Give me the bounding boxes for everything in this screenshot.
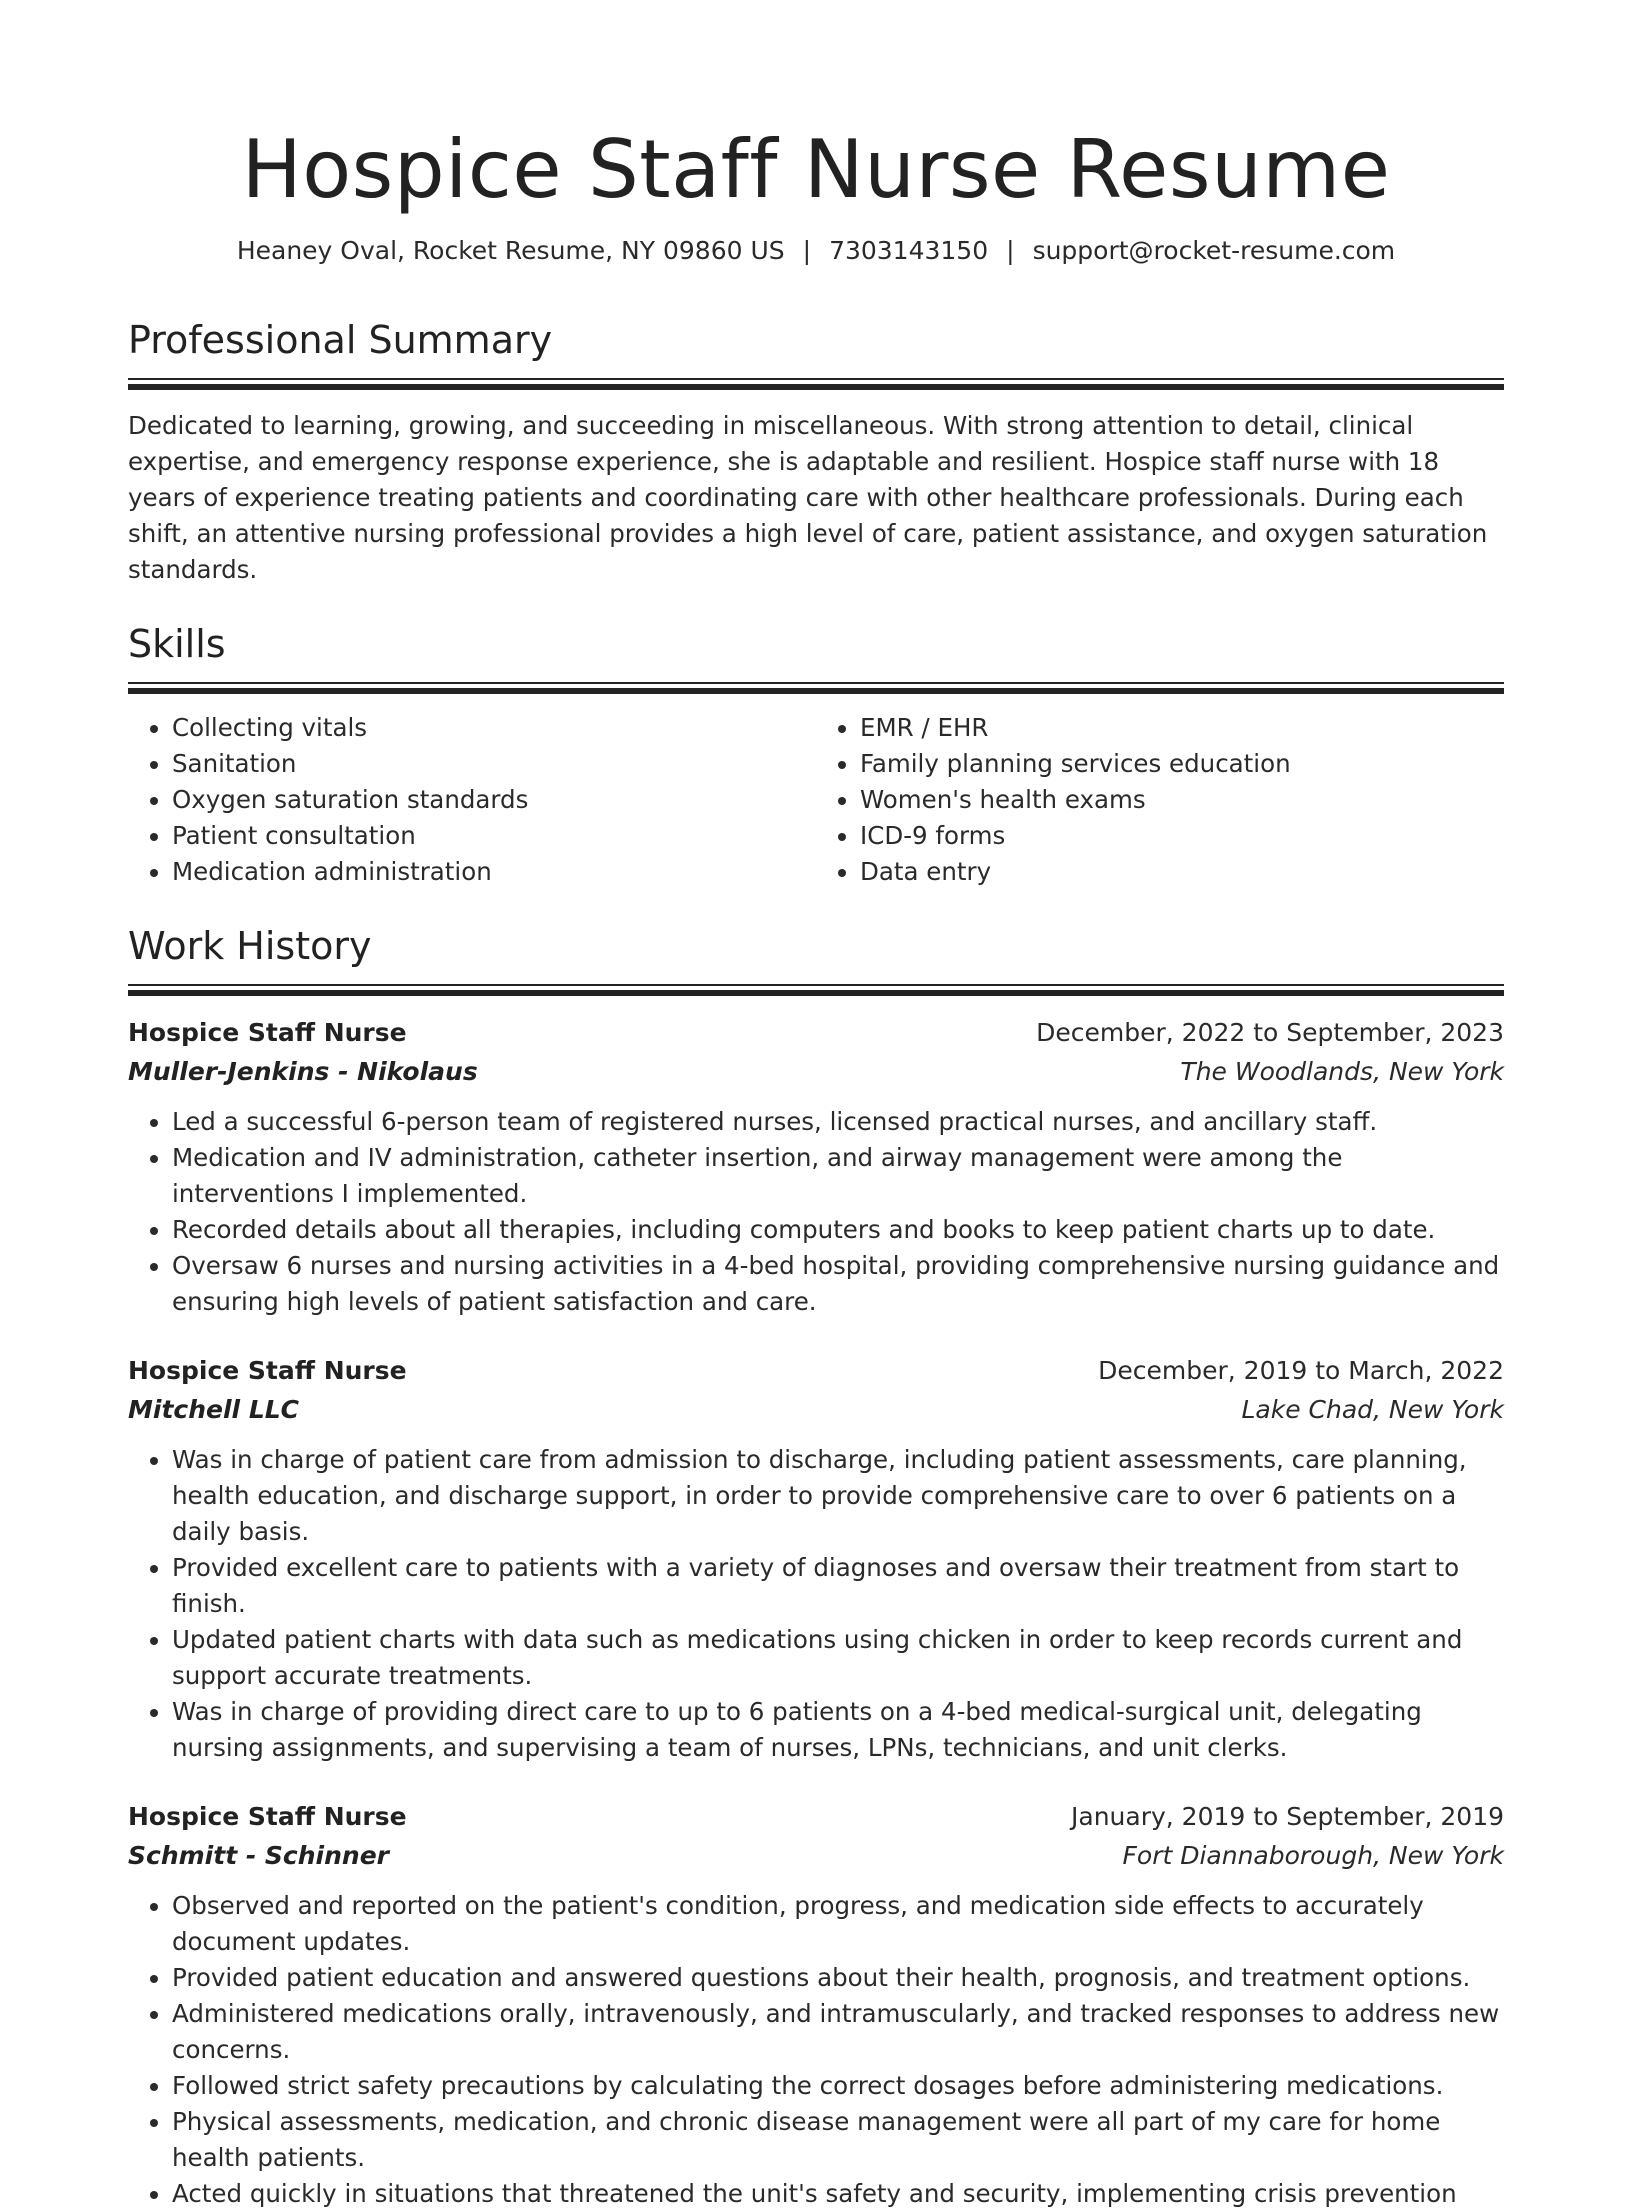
job-title: Hospice Staff Nurse bbox=[128, 1802, 407, 1831]
job-bullets bbox=[128, 1888, 1504, 2212]
job-company-row bbox=[128, 1390, 1504, 1430]
job-location: The Woodlands, New York bbox=[1180, 1057, 1504, 1086]
section-heading-work-history: Work History bbox=[128, 924, 372, 968]
skill-item: • Patient consultation bbox=[172, 818, 816, 854]
job-header-row bbox=[128, 1014, 1504, 1052]
skill-item: • Sanitation bbox=[172, 746, 816, 782]
skills-list-left bbox=[128, 710, 816, 890]
job-location: Fort Diannaborough, New York bbox=[1122, 1841, 1504, 1870]
job-location: Lake Chad, New York bbox=[1241, 1395, 1504, 1424]
job-header-row bbox=[128, 1352, 1504, 1390]
job-bullet: • Provided patient education and answered questions about their health, prognosis, and treatment options. bbox=[172, 1960, 1504, 1996]
job-header-row bbox=[128, 1798, 1504, 1836]
contact-phone: 7303143150 bbox=[829, 236, 989, 265]
skills-section bbox=[128, 620, 1504, 890]
section-heading-skills: Skills bbox=[128, 622, 226, 666]
job-company-row bbox=[128, 1052, 1504, 1092]
job-company: Muller-Jenkins - Nikolaus bbox=[128, 1057, 478, 1086]
professional-summary-section bbox=[128, 316, 1504, 588]
skill-item: • Data entry bbox=[860, 854, 1504, 890]
skill-item: • EMR / EHR bbox=[860, 710, 1504, 746]
work-history-section bbox=[128, 922, 1504, 2212]
job-bullet: • Administered medications orally, intravenously, and intramuscularly, and tracked responses to address new concerns. bbox=[172, 1996, 1504, 2068]
contact-address: Heaney Oval, Rocket Resume, NY 09860 US bbox=[236, 236, 785, 265]
skill-item: • Collecting vitals bbox=[172, 710, 816, 746]
job-bullet: • Observed and reported on the patient's condition, progress, and medication side effects to accurately document updates. bbox=[172, 1888, 1504, 1960]
skill-item: • Family planning services education bbox=[860, 746, 1504, 782]
skill-item: • Medication administration bbox=[172, 854, 816, 890]
job-dates: January, 2019 to September, 2019 bbox=[1071, 1802, 1504, 1831]
job-bullet: • Was in charge of providing direct care to up to 6 patients on a 4-bed medical-surgical unit, delegating nursing assignments, and supervising a team of nurses, LPNs, technicians, and unit clerks. bbox=[172, 1694, 1504, 1766]
job-bullet: • Medication and IV administration, catheter insertion, and airway management were among the interventions I implemented. bbox=[172, 1140, 1504, 1212]
section-divider bbox=[128, 984, 1504, 996]
job-bullet: • Led a successful 6-person team of registered nurses, licensed practical nurses, and ancillary staff. bbox=[172, 1104, 1504, 1140]
job-dates: December, 2022 to September, 2023 bbox=[1036, 1018, 1504, 1047]
job-company: Schmitt - Schinner bbox=[128, 1841, 389, 1870]
section-divider bbox=[128, 378, 1504, 390]
job-entry bbox=[128, 1352, 1504, 1766]
job-title: Hospice Staff Nurse bbox=[128, 1018, 407, 1047]
job-bullet: • Updated patient charts with data such as medications using chicken in order to keep records current and support accurate treatments. bbox=[172, 1622, 1504, 1694]
summary-text: Dedicated to learning, growing, and succeeding in miscellaneous. With strong attention to detail, clinical expertise, and emergency response experience, she is adaptable and resilient. Hospice staff nurse with 18 years of experience treating patients and coordinating care with other healthcare professionals. During each shift, an attentive nursing professional provides a high level of care, patient assistance, and oxygen saturation standards. bbox=[128, 411, 1488, 584]
contact-separator: | bbox=[1006, 236, 1015, 265]
skill-item: • Oxygen saturation standards bbox=[172, 782, 816, 818]
job-bullets bbox=[128, 1104, 1504, 1320]
job-dates: December, 2019 to March, 2022 bbox=[1098, 1356, 1504, 1385]
job-bullet: • Was in charge of patient care from admission to discharge, including patient assessments, care planning, health education, and discharge support, in order to provide comprehensive care to over 6 patients on a daily basis. bbox=[172, 1442, 1504, 1550]
contact-email: support@rocket-resume.com bbox=[1032, 236, 1396, 265]
job-company: Mitchell LLC bbox=[128, 1395, 300, 1424]
job-bullet: • Oversaw 6 nurses and nursing activities in a 4-bed hospital, providing comprehensive nursing guidance and ensuring high levels of patient satisfaction and care. bbox=[172, 1248, 1504, 1320]
job-entry bbox=[128, 1798, 1504, 2212]
job-entry bbox=[128, 1014, 1504, 1320]
job-bullet: • Acted quickly in situations that threatened the unit's safety and security, implementing crisis prevention bbox=[172, 2176, 1504, 2212]
skills-grid bbox=[128, 710, 1504, 890]
job-title: Hospice Staff Nurse bbox=[128, 1356, 407, 1385]
contact-line bbox=[128, 234, 1504, 268]
skill-item: • ICD-9 forms bbox=[860, 818, 1504, 854]
resume-content bbox=[128, 0, 1504, 2212]
job-bullet: • Physical assessments, medication, and chronic disease management were all part of my care for home health patients. bbox=[172, 2104, 1504, 2176]
job-bullet: • Recorded details about all therapies, including computers and books to keep patient charts up to date. bbox=[172, 1212, 1504, 1248]
section-divider bbox=[128, 682, 1504, 694]
section-heading-summary: Professional Summary bbox=[128, 318, 553, 362]
contact-separator: | bbox=[802, 236, 812, 265]
skills-list-right bbox=[816, 710, 1504, 890]
job-bullet: • Provided excellent care to patients with a variety of diagnoses and oversaw their treatment from start to finish. bbox=[172, 1550, 1504, 1622]
job-company-row bbox=[128, 1836, 1504, 1876]
skill-item: • Women's health exams bbox=[860, 782, 1504, 818]
resume-title: Hospice Staff Nurse Resume bbox=[241, 123, 1391, 216]
job-bullets bbox=[128, 1442, 1504, 1766]
job-bullet: • Followed strict safety precautions by calculating the correct dosages before administering medications. bbox=[172, 2068, 1504, 2104]
